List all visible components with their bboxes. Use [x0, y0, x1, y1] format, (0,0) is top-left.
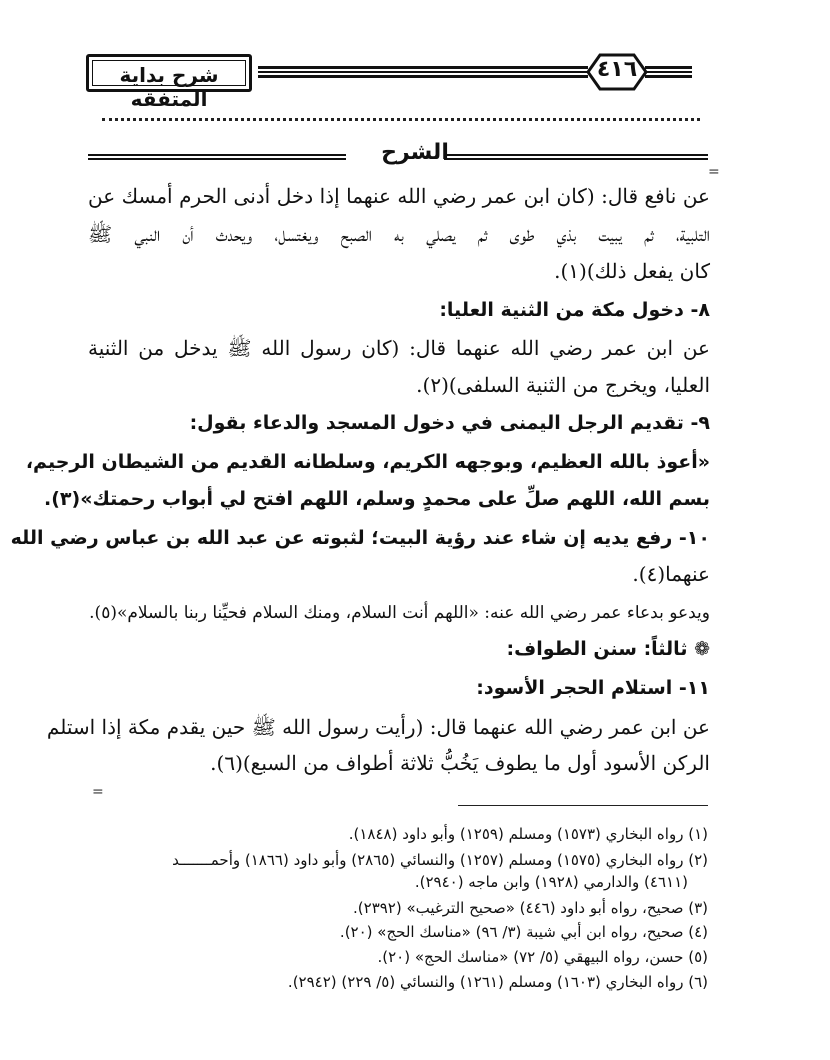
subheading: ١١- استلام الحجر الأسود:	[476, 677, 710, 699]
header-rule-right	[645, 66, 692, 80]
footnote: (٣) صحيح، رواه أبو داود (٤٤٦) «صحيح الترغيب» (٢٣٩٢).	[353, 899, 708, 917]
body-line: عن ابن عمر رضي الله عنهما قال: (رأيت رسول الله ﷺ حين يقدم مكة إذا استلم	[46, 715, 710, 739]
section-subtitle: ❁ ثالثاً: سنن الطواف:	[506, 638, 710, 660]
header-rule-left	[258, 66, 588, 80]
footnote: (٤٦١١) والدارمي (١٩٢٨) وابن ماجه (٢٩٤٠).	[414, 873, 688, 891]
book-title: شرح بداية المتفقه	[119, 63, 219, 111]
subheading: ٩- تقديم الرجل اليمنى في دخول المسجد والدعاء بقول:	[189, 412, 710, 434]
footnote: (١) رواه البخاري (١٥٧٣) ومسلم (١٢٥٩) وأبو داود (١٨٤٨).	[348, 825, 708, 843]
subheading: ١٠- رفع يديه إن شاء عند رؤية البيت؛ لثبوته عن عبد الله بن عباس رضي الله	[10, 527, 710, 549]
footnote: (٥) حسن، رواه البيهقي (٥/ ٧٢) «مناسك الحج» (٢٠).	[377, 948, 708, 966]
body-line: بسم الله، اللهم صلِّ على محمدٍ وسلم، اللهم افتح لي أبواب رحمتك»(٣).	[44, 488, 710, 510]
footnote: (٢) رواه البخاري (١٥٧٥) ومسلم (١٢٥٧) والنسائي (٢٨٦٥) وأبو داود (١٨٦٦) وأحمـــــــد	[172, 851, 708, 869]
footnote: (٤) صحيح، رواه ابن أبي شيبة (٣/ ٩٦) «مناسك الحج» (٢٠).	[339, 923, 708, 941]
section-rule-right	[444, 154, 708, 160]
body-line: العليا، ويخرج من الثنية السلفى)(٢).	[416, 373, 710, 397]
section-title: الشرح	[381, 140, 449, 165]
body-line: الركن الأسود أول ما يطوف يَخُبُّ ثلاثة أطواف من السبع)(٦).	[210, 751, 710, 775]
body-line: عنهما(٤).	[632, 562, 710, 586]
section-rule-left	[88, 154, 346, 160]
body-line: كان يفعل ذلك)(١).	[554, 259, 710, 283]
body-line: عن نافع قال: (كان ابن عمر رضي الله عنهما إذا دخل أدنى الحرم أمسك عن	[88, 184, 710, 208]
dotted-divider	[102, 118, 700, 127]
continuation-mark: =	[708, 164, 720, 180]
subheading: ٨- دخول مكة من الثنية العليا:	[439, 299, 710, 321]
body-line: «أعوذ بالله العظيم، وبوجهه الكريم، وسلطانه القديم من الشيطان الرجيم،	[25, 451, 710, 473]
body-line: ويدعو بدعاء عمر رضي الله عنه: «اللهم أنت السلام، ومنك السلام فحيِّنا ربنا بالسلام»(٥).	[89, 603, 710, 623]
body-line: عن ابن عمر رضي الله عنهما قال: (كان رسول الله ﷺ يدخل من الثنية	[88, 336, 710, 360]
page-number: ٤١٦	[596, 57, 638, 82]
footnote-separator	[458, 805, 708, 806]
continuation-mark: =	[92, 784, 104, 800]
body-line: التلبية، ثم يبيت بذي طوى ثم يصلي به الصبح ويغتسل، ويحدث أن النبي ﷺ	[88, 222, 710, 246]
footnote: (٦) رواه البخاري (١٦٠٣) ومسلم (١٢٦١) والنسائي (٥/ ٢٢٩) (٢٩٤٢).	[287, 973, 708, 991]
book-title-box	[86, 54, 252, 111]
